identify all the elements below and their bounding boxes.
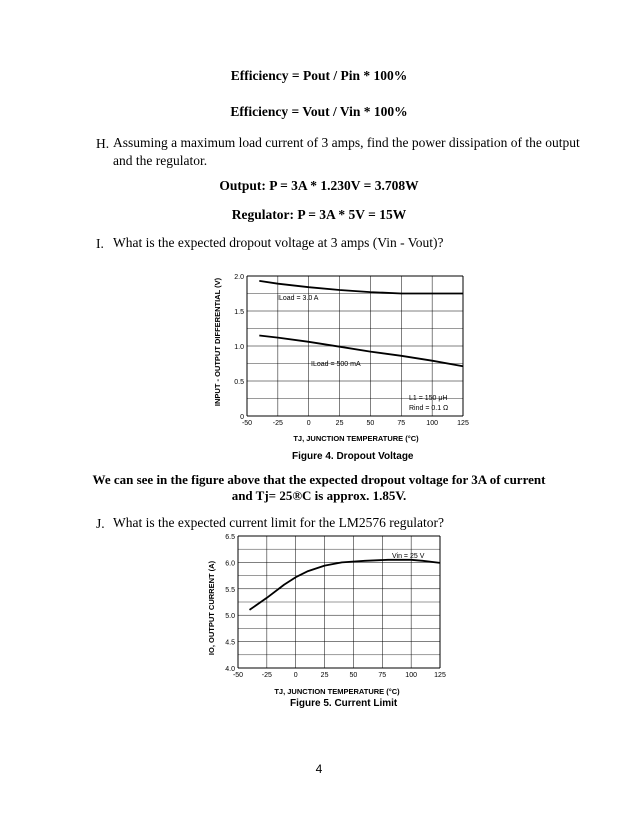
fig4-y-axis-label: INPUT - OUTPUT DIFFERENTIAL (V) (213, 277, 222, 407)
fig4-y-tick-label: 1.0 (234, 344, 244, 351)
question-h-label: H. (96, 136, 110, 151)
fig5-y-tick-label: 6.0 (225, 560, 235, 568)
fig5-y-axis-label: IO, OUTPUT CURRENT (A) (207, 560, 216, 656)
figure-5-caption: Figure 5. Current Limit (290, 698, 398, 709)
fig5-x-tick-label: 25 (320, 672, 329, 679)
fig4-x-tick-label: 50 (366, 420, 375, 427)
fig4-series-line-0 (259, 281, 463, 294)
fig5-x-tick-label: 100 (405, 672, 417, 679)
question-i-label: I. (96, 236, 104, 251)
fig5-y-tick-label: 4.5 (225, 639, 235, 647)
answer-i-line2: and Tj= 25®C is approx. 1.85V. (231, 488, 407, 503)
question-i-text: What is the expected dropout voltage at 3 amps (Vin - Vout)? (113, 235, 444, 250)
fig4-y-tick-label: 0 (240, 414, 244, 421)
page-number: 4 (315, 762, 323, 776)
fig4-x-tick-label: -50 (241, 420, 253, 427)
fig5-x-tick-label: 125 (434, 672, 446, 679)
question-j-text: What is the expected current limit for the LM2576 regulator? (113, 515, 445, 530)
fig5-x-tick-label: 50 (349, 672, 358, 679)
figure-4-dropout-voltage-chart (205, 270, 475, 465)
fig4-x-tick-label: 100 (426, 420, 438, 427)
fig5-y-tick-label: 5.5 (225, 586, 235, 594)
fig4-x-tick-label: 0 (306, 420, 311, 427)
fig4-x-tick-label: 125 (457, 420, 469, 427)
question-h-line2: and the regulator. (113, 153, 208, 168)
fig5-vin-label: Vin = 25 V (392, 553, 425, 560)
fig5-x-axis-label: TJ, JUNCTION TEMPERATURE (°C) (274, 687, 400, 696)
fig5-x-tick-label: 75 (378, 672, 387, 679)
regulator-power-equation: Regulator: P = 3A * 5V = 15W (231, 207, 407, 222)
fig5-x-tick-label: 0 (293, 672, 298, 679)
output-power-equation: Output: P = 3A * 1.230V = 3.708W (219, 178, 419, 193)
fig4-label-500ma: ILoad = 500 mA (311, 361, 361, 368)
fig4-note-resistance: Rind = 0.1 Ω (409, 405, 449, 412)
fig4-series-line-1 (259, 336, 463, 367)
fig4-x-tick-label: -25 (272, 420, 283, 427)
fig4-note-inductor: L1 = 150 μH (409, 395, 448, 402)
fig4-x-tick-label: 25 (335, 420, 344, 427)
figure-5-current-limit-chart (200, 528, 455, 700)
fig5-x-tick-label: -50 (232, 672, 244, 679)
fig4-y-tick-label: 2.0 (234, 274, 244, 281)
fig4-x-tick-label: 75 (397, 420, 406, 427)
efficiency-equation-2: Efficiency = Vout / Vin * 100% (230, 104, 408, 119)
fig4-y-tick-label: 1.5 (234, 309, 244, 316)
fig4-series (259, 281, 463, 366)
fig4-label-3a: ILoad = 3.0 A (277, 295, 319, 302)
fig4-x-axis-label: TJ, JUNCTION TEMPERATURE (°C) (293, 434, 419, 443)
question-h-text (113, 134, 580, 170)
fig5-y-tick-label: 6.5 (225, 534, 235, 541)
fig4-y-tick-label: 0.5 (234, 379, 244, 386)
efficiency-equation-1: Efficiency = Pout / Pin * 100% (230, 68, 408, 83)
fig5-x-tick-label: -25 (261, 672, 272, 679)
question-h-line1: Assuming a maximum load current of 3 amps, find the power dissipation of the output (113, 135, 580, 150)
answer-i-line1: We can see in the figure above that the expected dropout voltage for 3A of current (92, 472, 546, 487)
fig5-y-tick-label: 5.0 (225, 613, 235, 621)
question-j-label: J. (96, 516, 105, 531)
fig5-y-tick-label: 4.0 (225, 666, 235, 673)
figure-4-caption: Figure 4. Dropout Voltage (292, 451, 414, 462)
fig5-series-line-0 (250, 560, 441, 610)
fig5-series (250, 560, 441, 610)
